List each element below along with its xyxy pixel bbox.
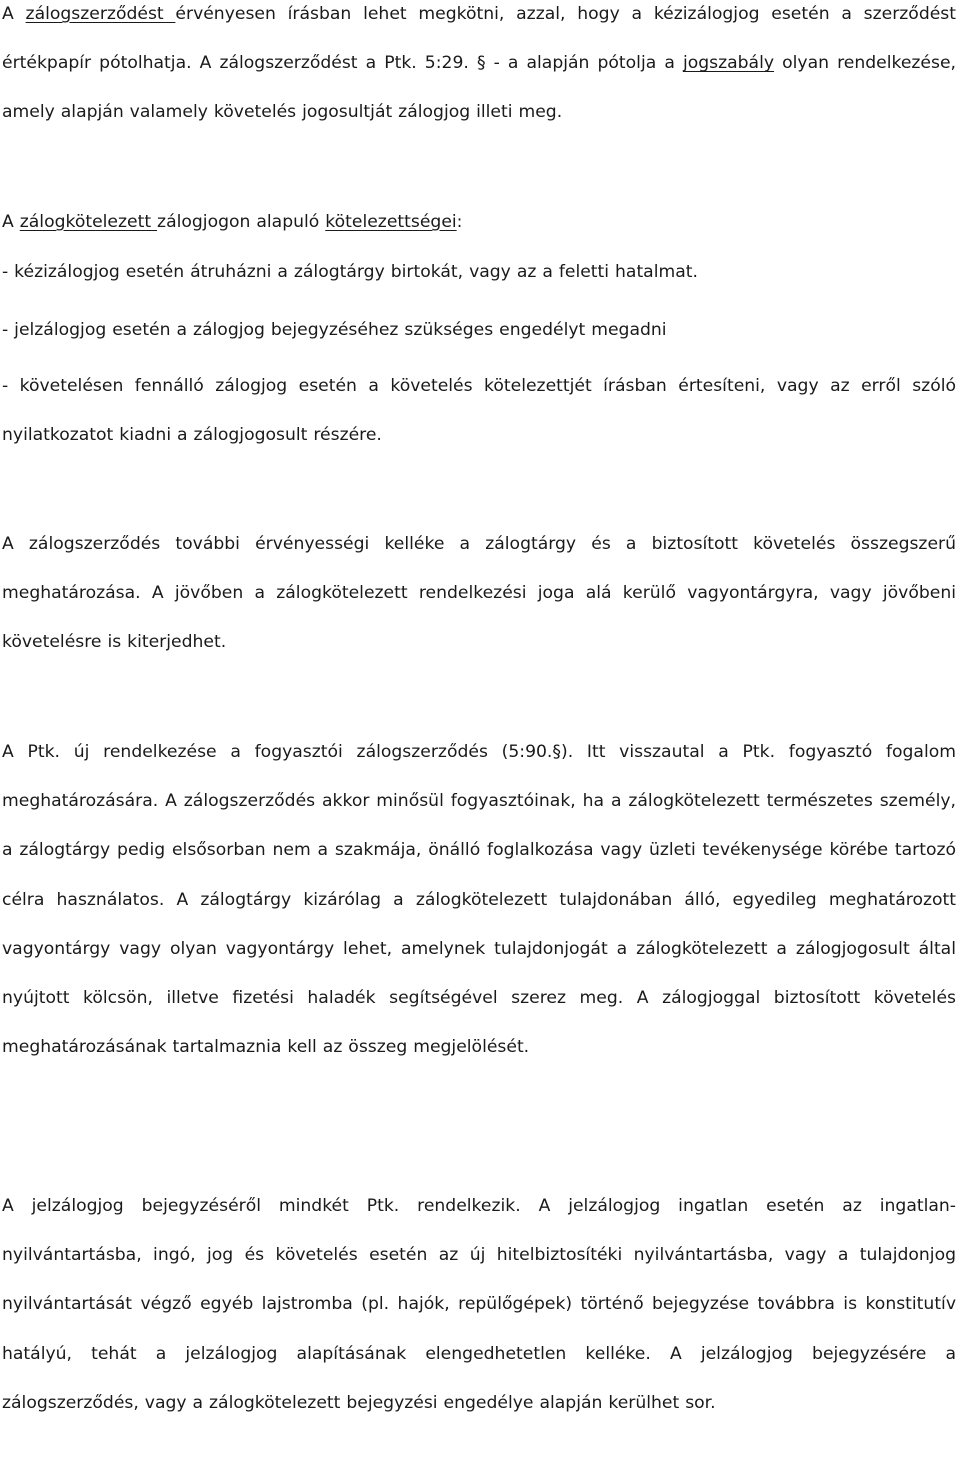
- paragraph-validity: A zálogszerződés további érvényességi kelléke a zálogtárgy és a biztosított követelés összegszerű meghatározása. A jövőben a zálogkötelezett rendelkezési joga alá kerülő vagyontárgyra, vagy jövőbeni követelésre is kiterjedhet.: [2, 534, 956, 653]
- text-run: :: [456, 212, 463, 232]
- text-run: zálogjogon alapuló: [157, 212, 326, 232]
- link-zalogszerzodest[interactable]: zálogszerződést: [25, 4, 176, 24]
- paragraph-contract-form: [2, 0, 956, 138]
- paragraph-obligation-mortgage: - jelzálogjog esetén a zálogjog bejegyzéséhez szükséges engedélyt megadni: [2, 320, 667, 340]
- paragraph-obligation-pledge: - kézizálogjog esetén átruházni a zálogtárgy birtokát, vagy az a feletti hatalmat.: [2, 262, 698, 282]
- link-jogszabaly[interactable]: jogszabály: [682, 53, 775, 74]
- paragraph-obligation-claim: - követelésen fennálló zálogjog esetén a követelés kötelezettjét írásban értesíteni, vagy az erről szóló nyilatkozatot kiadni a zálogjogosult részére.: [2, 376, 956, 446]
- text-run: olyan rendelkezése, amely alapján valamely követelés jogosultját zálogjog illeti meg.: [2, 53, 956, 123]
- link-zalogkotelezett[interactable]: zálogkötelezett: [19, 212, 158, 232]
- text-run: érvényesen írásban lehet megkötni, azzal, hogy a kézizálogjog esetén a szerződést értékpapír pótolhatja. A zálogszerződést a Ptk. 5:29. § - a alapján pótolja a: [2, 4, 957, 74]
- paragraph-consumer-contract: A Ptk. új rendelkezése a fogyasztói zálogszerződés (5:90.§). Itt visszautal a Ptk. fogyasztó fogalom meghatározására. A zálogszerződés akkor minősül fogyasztóinak, ha a zálogkötelezett természetes személy, a zálogtárgy pedig elsősorban nem a szakmája, önálló foglalkozása vagy üzleti tevékenysége körébe tartozó célra használatos. A zálogtárgy kizárólag a zálogkötelezett tulajdonában álló, egyedileg meghatározott vagyontárgy vagy olyan vagyontárgy lehet, amelynek tulajdonjogát a zálogkötelezett a zálogjogosult által nyújtott kölcsön, illetve fizetési haladék segítségével szerez meg. A zálogjoggal biztosított követelés meghatározásának tartalmaznia kell az összeg megjelölését.: [2, 742, 956, 1058]
- text-run: A: [2, 212, 20, 232]
- paragraph-obligations-heading: [2, 198, 956, 247]
- text-run: A: [2, 4, 26, 24]
- link-kotelezettsegei[interactable]: kötelezettségei: [325, 212, 457, 232]
- paragraph-registration: A jelzálogjog bejegyzéséről mindkét Ptk. rendelkezik. A jelzálogjog ingatlan esetén az ingatlan-nyilvántartásba, ingó, jog és követelés esetén az új hitelbiztosítéki nyilvántartásba, vagy a tulajdonjog nyilvántartását végző egyéb lajstromba (pl. hajók, repülőgépek) történő bejegyzése továbbra is konstitutív hatályú, tehát a jelzálogjog alapításának elengedhetetlen kelléke. A jelzálogjog bejegyzésére a zálogszerződés, vagy a zálogkötelezett bejegyzési engedélye alapján kerülhet sor.: [2, 1196, 956, 1413]
